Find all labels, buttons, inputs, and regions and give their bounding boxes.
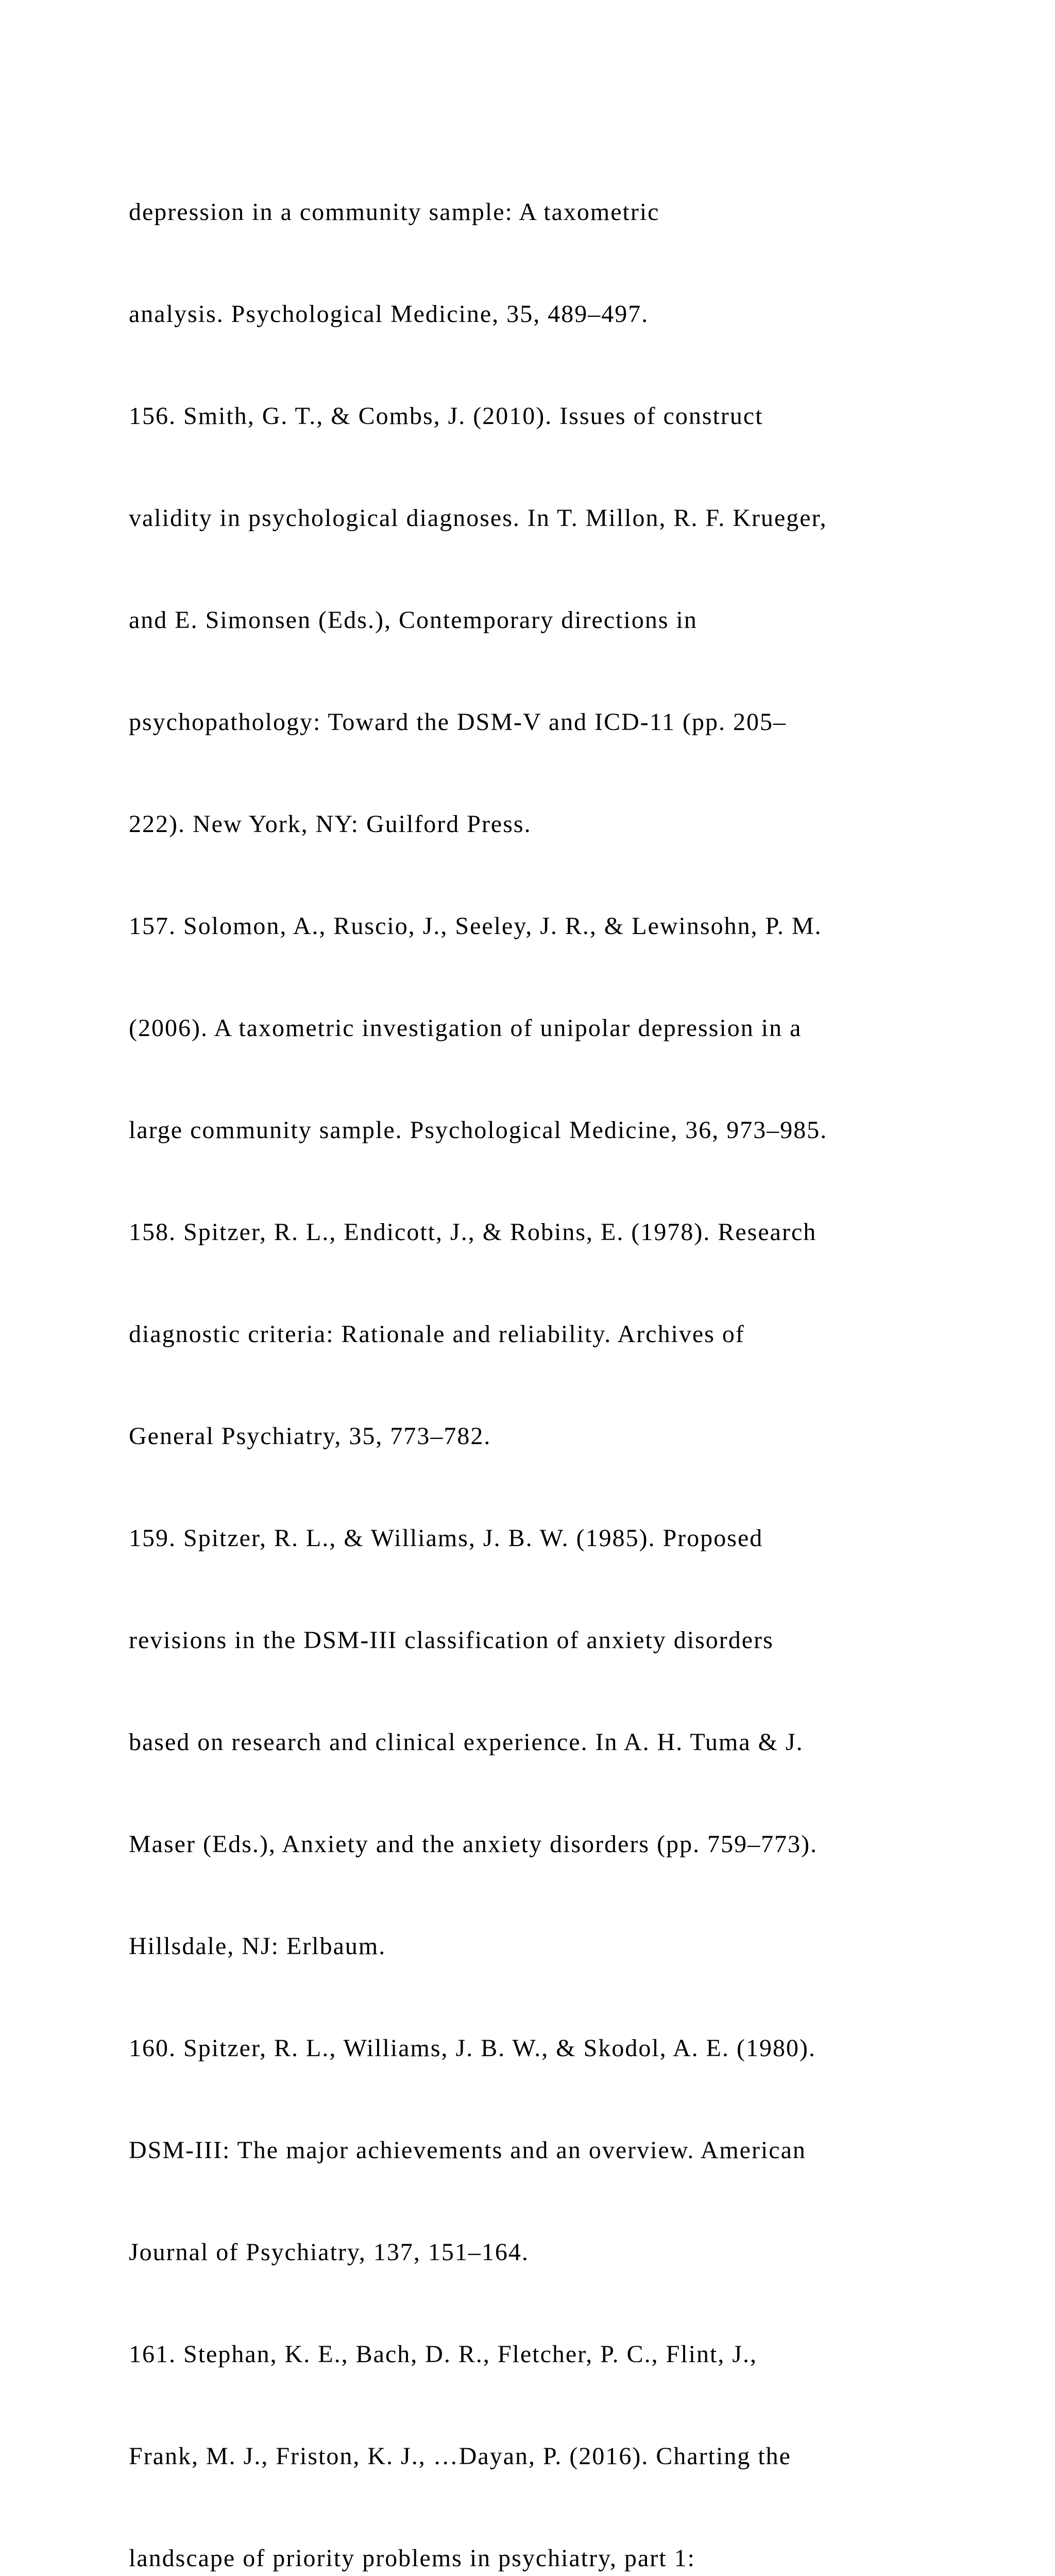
text-line: revisions in the DSM-III classification of anxiety disorders (129, 1626, 774, 1654)
text-line: and E. Simonsen (Eds.), Contemporary directions in (129, 606, 697, 634)
text-line: diagnostic criteria: Rationale and reliability. Archives of (129, 1320, 745, 1348)
text-line: 158. Spitzer, R. L., Endicott, J., & Robins, E. (1978). Research (129, 1218, 817, 1246)
text-line: depression in a community sample: A taxometric (129, 198, 660, 226)
reference-list (129, 127, 953, 2576)
text-line: landscape of priority problems in psychiatry, part 1: (129, 2545, 695, 2572)
text-line: large community sample. Psychological Medicine, 36, 973–985. (129, 1116, 828, 1144)
text-line: 159. Spitzer, R. L., & Williams, J. B. W. (1985). Proposed (129, 1524, 763, 1552)
text-line: (2006). A taxometric investigation of unipolar depression in a (129, 1014, 802, 1042)
text-line: analysis. Psychological Medicine, 35, 489–497. (129, 300, 649, 328)
text-line: Journal of Psychiatry, 137, 151–164. (129, 2239, 529, 2266)
text-line: 160. Spitzer, R. L., Williams, J. B. W., & Skodol, A. E. (1980). (129, 2035, 816, 2062)
text-line: validity in psychological diagnoses. In T. Millon, R. F. Krueger, (129, 504, 827, 532)
text-line: 161. Stephan, K. E., Bach, D. R., Fletcher, P. C., Flint, J., (129, 2341, 758, 2368)
text-line: 157. Solomon, A., Ruscio, J., Seeley, J. R., & Lewinsohn, P. M. (129, 912, 822, 940)
text-line: 222). New York, NY: Guilford Press. (129, 810, 532, 838)
text-line: based on research and clinical experience. In A. H. Tuma & J. (129, 1728, 804, 1756)
text-line: psychopathology: Toward the DSM-V and ICD-11 (pp. 205– (129, 708, 787, 736)
text-line: Maser (Eds.), Anxiety and the anxiety disorders (pp. 759–773). (129, 1831, 818, 1858)
text-line: 156. Smith, G. T., & Combs, J. (2010). Issues of construct (129, 402, 763, 430)
text-line: DSM-III: The major achievements and an overview. American (129, 2137, 806, 2164)
text-line: Frank, M. J., Friston, K. J., …Dayan, P. (2016). Charting the (129, 2443, 791, 2470)
text-line: Hillsdale, NJ: Erlbaum. (129, 1933, 386, 1960)
text-line: General Psychiatry, 35, 773–782. (129, 1422, 491, 1450)
